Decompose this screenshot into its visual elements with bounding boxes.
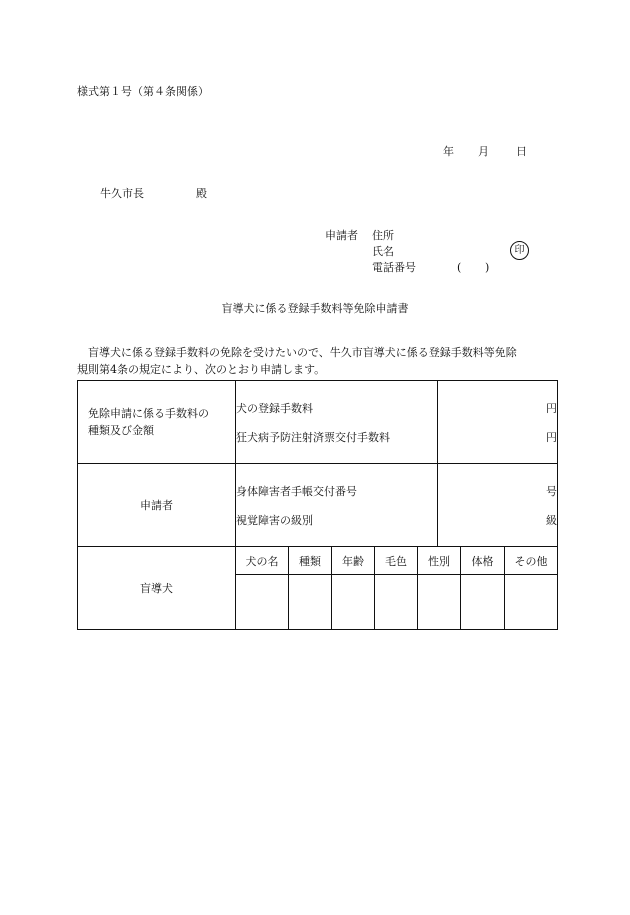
fee-row — [78, 381, 558, 464]
seal-mark: 印 — [510, 241, 529, 260]
dog-header-name: 犬の名 — [236, 547, 289, 575]
address-label: 住所 — [372, 229, 394, 242]
fee-item-1-unit: 円 — [546, 401, 557, 415]
dog-breed-value[interactable] — [289, 575, 332, 630]
fee-label-line-2: 種類及び金額 — [88, 424, 154, 437]
dog-age-value[interactable] — [332, 575, 375, 630]
intro-line-2: 規則第4条の規定により、次のとおり申請します。 — [77, 363, 326, 376]
applicant-items-cell — [236, 464, 438, 547]
applicant-label: 申請者 — [325, 229, 358, 242]
disability-grade-label: 視覚障害の級別 — [236, 513, 313, 527]
name-label: 氏名 — [372, 245, 394, 258]
fee-items-cell — [236, 381, 438, 464]
applicant-values-cell[interactable] — [438, 464, 558, 547]
guide-dog-section-label: 盲導犬 — [78, 547, 236, 630]
phone-label: 電話番号 — [372, 261, 416, 274]
application-table — [77, 380, 558, 630]
document-title: 盲導犬に係る登録手数料等免除申請書 — [221, 302, 409, 315]
intro-paragraph — [77, 344, 559, 378]
certificate-number-label: 身体障害者手帳交付番号 — [236, 484, 357, 498]
dog-header-build: 体格 — [461, 547, 505, 575]
fee-item-2-unit: 円 — [546, 430, 557, 444]
form-number: 様式第１号（第４条関係） — [77, 85, 209, 98]
dog-header-other: その他 — [505, 547, 558, 575]
dog-header-row — [78, 547, 558, 575]
dog-sex-value[interactable] — [418, 575, 461, 630]
applicant-section-label: 申請者 — [78, 464, 236, 547]
dog-header-coat-color: 毛色 — [375, 547, 418, 575]
fee-amount-cell[interactable] — [438, 381, 558, 464]
phone-paren-open: ( — [457, 261, 462, 274]
phone-paren-close: ) — [485, 261, 490, 274]
dog-header-breed: 種類 — [289, 547, 332, 575]
dog-name-value[interactable] — [236, 575, 289, 630]
fee-label-line-1: 免除申請に係る手数料の — [88, 407, 209, 420]
date-month-label: 月 — [478, 145, 489, 158]
certificate-number-unit: 号 — [546, 484, 557, 498]
disability-grade-unit: 級 — [546, 513, 557, 527]
intro-line-1: 盲導犬に係る登録手数料の免除を受けたいので、牛久市盲導犬に係る登録手数料等免除 — [77, 346, 517, 359]
dog-coat-color-value[interactable] — [375, 575, 418, 630]
dog-header-sex: 性別 — [418, 547, 461, 575]
dog-header-age: 年齢 — [332, 547, 375, 575]
fee-item-1-name: 犬の登録手数料 — [236, 401, 313, 415]
applicant-row — [78, 464, 558, 547]
addressee-name: 牛久市長 — [100, 187, 144, 200]
addressee-honorific: 殿 — [196, 187, 207, 200]
fee-item-2-name: 狂犬病予防注射済票交付手数料 — [236, 430, 390, 444]
fee-label-cell — [78, 381, 236, 464]
dog-build-value[interactable] — [461, 575, 505, 630]
dog-other-value[interactable] — [505, 575, 558, 630]
date-day-label: 日 — [516, 145, 527, 158]
date-year-label: 年 — [443, 145, 454, 158]
